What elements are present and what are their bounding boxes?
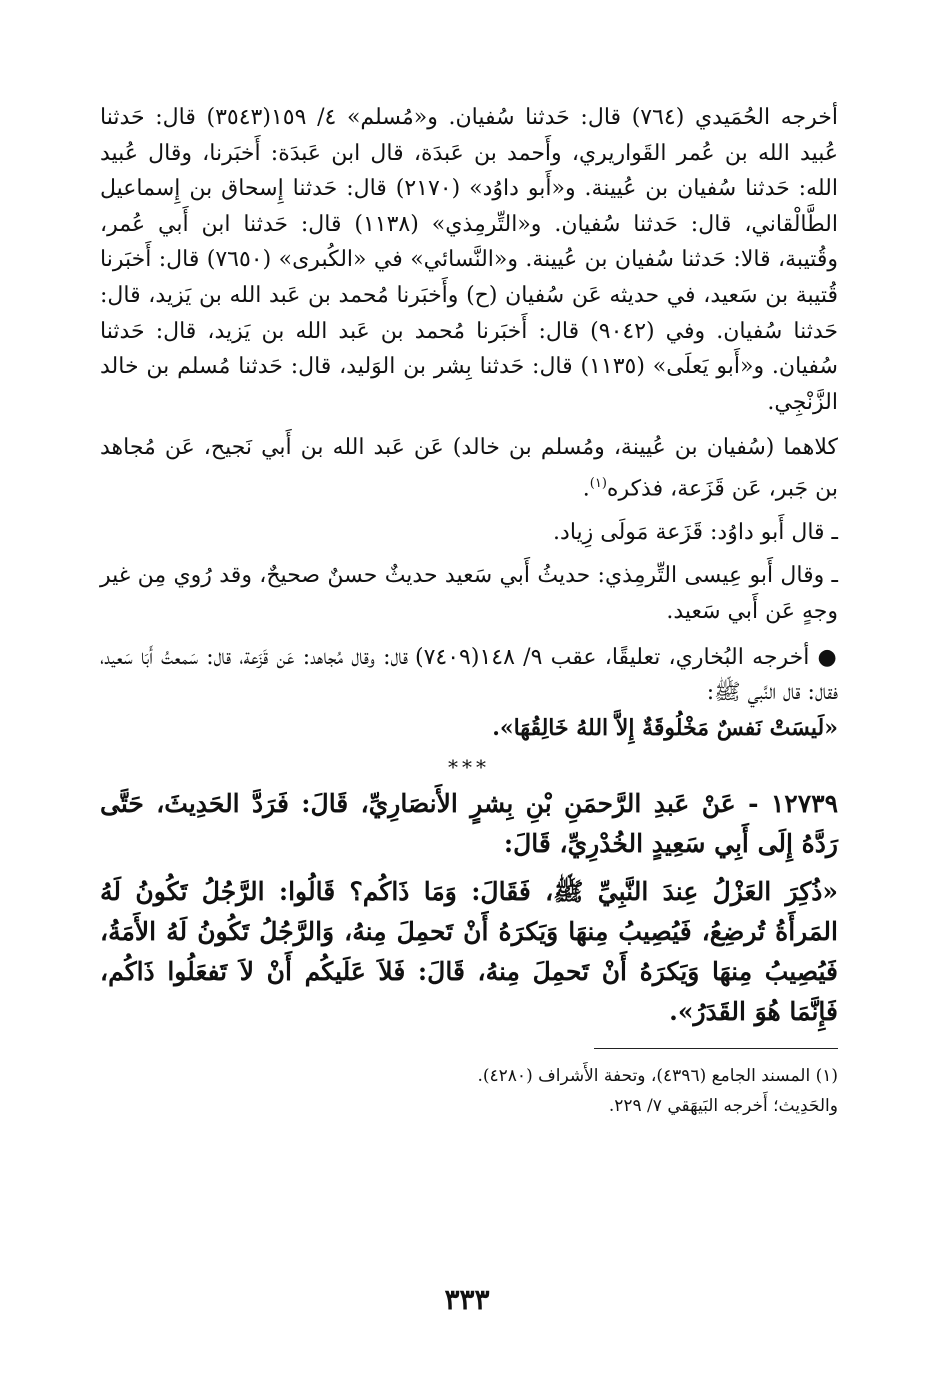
section-separator: *** [448,755,490,780]
page-body [100,100,838,1121]
both-narrators-paragraph [100,430,838,507]
hadith-isnad: - عَنْ عَبدِ الرَّحمَنِ بْنِ بِشرٍ الأَنصَارِيِّ، قَالَ: فَرَدَّ الحَدِيثَ، حَتَّى رَدَّهُ إِلَى أَبِي سَعِيدٍ الخُدْرِيِّ، قَالَ: [100,789,838,859]
abu-dawud-note: ـ قال أَبو داوُد: قَزَعة مَولَى زِياد. [553,519,838,545]
footnote-ref: (١) [589,475,607,491]
hadith-heading [100,784,838,864]
both-narrators-end: . [582,476,590,502]
tirmidhi-note: ـ وقال أَبو عِيسى التِّرمِذي: حديثُ أَبي سَعيد حديثٌ حسنٌ صحيحٌ، وقد رُوي مِن غير وجهٍ عَن أَبي سَعيد. [100,563,838,625]
footnote-2: والحَدِيث؛ أَخرجه البَيهَقي ٧/ ٢٢٩. [608,1096,838,1117]
footnote-1: (١) المسند الجامع (٤٣٩٦)، وتحفة الأَشراف (٤٢٨٠). [477,1066,838,1087]
hadith-matn: «ذُكِرَ العَزْلُ عِندَ النَّبِيِّ ﷺ، فَقَالَ: وَمَا ذَاكُم؟ قَالُوا: الرَّجُلُ تَكُونُ لَهُ المَرأَةُ تُرضِعُ، فَيُصِيبُ مِنهَا وَيَكرَهُ أَنْ تَحمِلَ مِنهُ، وَالرَّجُلُ تَكُونُ لَهُ الأَمَةُ، فَيُصِيبُ مِنهَا وَيَكرَهُ أَنْ تَحمِلَ مِنهُ، قَالَ: فَلاَ عَلَيكُم أَنْ لاَ تَفعَلُوا ذَاكُم، فَإِنَّمَا هُوَ القَدَرُ». [100,877,838,1027]
both-narrators-text: كلاهما (سُفيان بن عُيينة، ومُسلم بن خالد) عَن عَبد الله بن أَبي نَجيح، عَن مُجاهد بن جَبر، عَن قَزَعة، فذكره [100,435,838,502]
hadith-number: ١٢٧٣٩ [770,789,838,819]
footnote-divider [594,1048,838,1049]
bukhari-note: ● أخرجه البُخاري، تعليقًا، عقب ٩/ ١٤٨(٧٤٠٩) قال: وقال مُجاهد: عَن قَزَعة، قال: سَمعتُ أَبَا سَعيد، فقال: قال النَّبي ﷺ: [100,644,838,706]
bukhari-matn: «لَيسَتْ نَفسٌ مَخْلُوقَةٌ إِلاَّ اللهُ خَالِقُهَا». [492,714,838,741]
takhrij-paragraph: أخرجه الحُمَيدي (٧٦٤) قال: حَدثنا سُفيان. و«مُسلم» ٤/ ١٥٩(٣٥٤٣) قال: حَدثنا عُبيد الله بن عُمر القَواريري، وأَحمد بن عَبدَة، قال ابن عَبدَة: أَخبَرنا، وقال عُبيد الله: حَدثنا سُفيان بن عُيينة. و«أَبو داوُد» (٢١٧٠) قال: حَدثنا إِسحاق بن إِسماعيل الطَّالْقاني، قال: حَدثنا سُفيان. و«التِّرمِذي» (١١٣٨) قال: حَدثنا ابن أَبي عُمر، وقُتيبة، قالا: حَدثنا سُفيان بن عُيينة. و«النَّسائي» في «الكُبرى» (٧٦٥٠) قال: أَخبَرنا قُتيبة بن سَعيد، في حديثه عَن سُفيان (ح) وأَخبَرنا مُحمد بن عَبد الله بن يَزيد، قال: حَدثنا سُفيان. وفي (٩٠٤٢) قال: أَخبَرنا مُحمد بن عَبد الله بن يَزيد، قال: حَدثنا سُفيان. و«أَبو يَعلَى» (١١٣٥) قال: حَدثنا بِشر بن الوَليد، قال: حَدثنا مُسلم بن خالد الزَّنْجِي. [100,105,838,415]
page-number: ٣٣٣ [444,1283,490,1316]
